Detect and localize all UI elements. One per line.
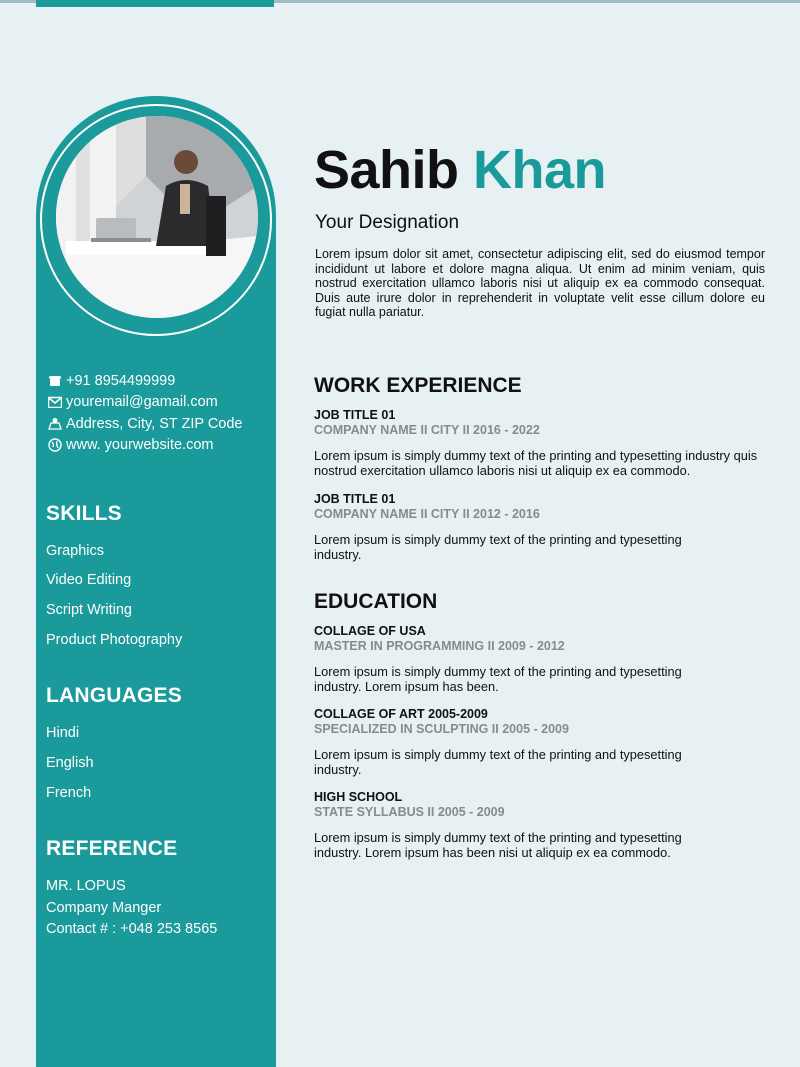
skill-item: Video Editing [46, 572, 132, 588]
contact-website-text: www. yourwebsite.com [66, 437, 214, 454]
contact-list [46, 370, 243, 456]
profile-photo [56, 116, 258, 318]
job-company: COMPANY NAME II CITY II 2012 - 2016 [314, 507, 540, 521]
first-name: Sahib [314, 140, 459, 200]
skill-item: Script Writing [46, 602, 132, 618]
language-item: French [46, 785, 92, 801]
email-icon [46, 395, 63, 410]
work-entry [314, 408, 774, 478]
contact-phone-text: +91 8954499999 [66, 372, 176, 389]
contact-phone[interactable] [46, 370, 243, 392]
education-entry [314, 707, 774, 777]
language-item: English [46, 755, 94, 771]
education-description: Lorem ipsum is simply dummy text of the printing and typesetting industry. Lorem ipsum has been nisi ut aliquip ex ea commodo. [314, 830, 682, 860]
education-entry [314, 624, 774, 694]
degree-info: STATE SYLLABUS II 2005 - 2009 [314, 805, 505, 819]
contact-address-text: Address, City, ST ZIP Code [66, 415, 243, 432]
job-company: COMPANY NAME II CITY II 2016 - 2022 [314, 423, 540, 437]
language-item: Hindi [46, 725, 80, 741]
degree-info: SPECIALIZED IN SCULPTING II 2005 - 2009 [314, 722, 569, 736]
contact-email-text: youremail@gamail.com [66, 394, 218, 411]
job-description: Lorem ipsum is simply dummy text of the printing and typesetting industry quis nostrud exercitation ullamco laboris nisi ut aliquip ex ea commodo. [314, 448, 758, 478]
school-name: COLLAGE OF ART 2005-2009 [314, 707, 488, 721]
job-description: Lorem ipsum is simply dummy text of the printing and typesetting industry. [314, 532, 682, 562]
profile-summary: Lorem ipsum dolor sit amet, consectetur adipiscing elit, sed do eiusmod tempor incididunt ut labore et dolore magna aliqua. Ut enim ad minim veniam, quis nostrud exercitation ullamco laboris nisi ut aliquip ex ea commodo consequat. Duis aute irure dolor in reprehenderit in voluptate velit esse cillum dolore eu fugiat nulla pariatur. [315, 247, 765, 320]
work-experience-heading: WORK EXPERIENCE [314, 374, 522, 397]
school-name: HIGH SCHOOL [314, 790, 403, 804]
designation: Your Designation [315, 212, 460, 233]
location-icon [46, 416, 63, 431]
education-heading: EDUCATION [314, 590, 438, 613]
candidate-name [314, 138, 606, 202]
skill-item: Graphics [46, 543, 105, 559]
reference-name: MR. LOPUS [46, 878, 126, 894]
top-accent-bar [36, 0, 274, 7]
reference-role: Company Manger [46, 900, 162, 916]
job-title: JOB TITLE 01 [314, 408, 396, 422]
globe-icon [46, 438, 63, 453]
contact-address [46, 413, 243, 435]
education-entry [314, 790, 774, 860]
education-description: Lorem ipsum is simply dummy text of the printing and typesetting industry. Lorem ipsum has been. [314, 664, 682, 694]
work-entry [314, 492, 774, 562]
contact-website[interactable] [46, 435, 243, 457]
job-title: JOB TITLE 01 [314, 492, 396, 506]
skills-heading: SKILLS [46, 502, 122, 525]
last-name: Khan [473, 140, 607, 200]
contact-email[interactable] [46, 392, 243, 414]
school-name: COLLAGE OF USA [314, 624, 426, 638]
education-description: Lorem ipsum is simply dummy text of the printing and typesetting industry. [314, 747, 682, 777]
languages-heading: LANGUAGES [46, 684, 182, 707]
degree-info: MASTER IN PROGRAMMING II 2009 - 2012 [314, 639, 565, 653]
reference-contact: Contact # : +048 253 8565 [46, 921, 218, 937]
phone-icon [46, 373, 63, 388]
reference-heading: REFERENCE [46, 837, 178, 860]
skill-item: Product Photography [46, 632, 183, 648]
